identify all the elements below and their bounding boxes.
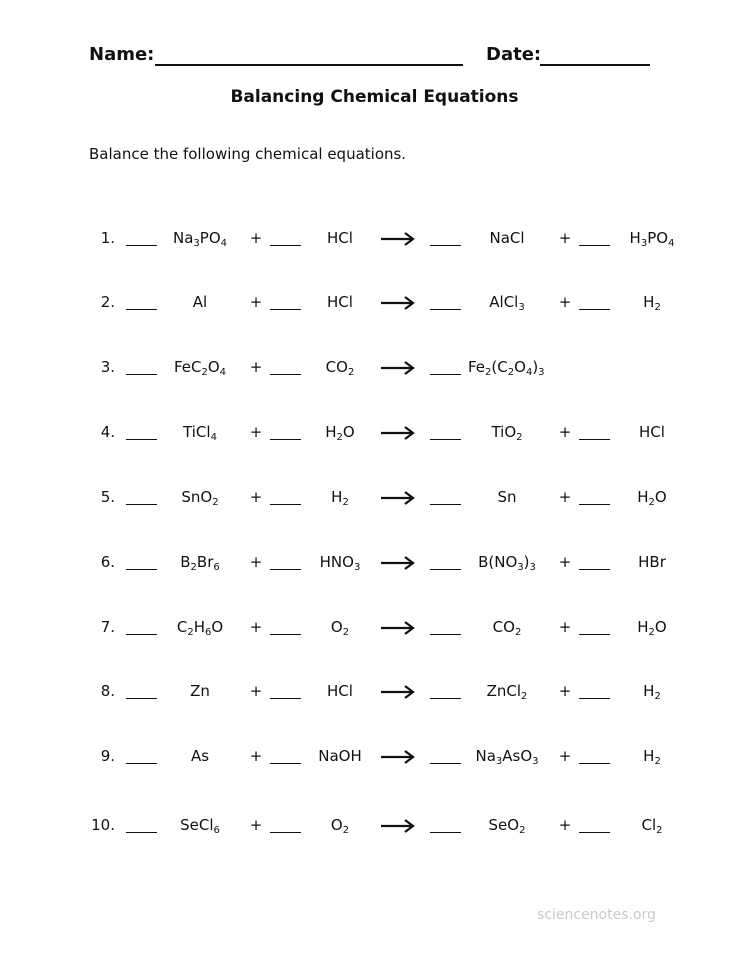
product-formula: $CO_2$ xyxy=(492,618,522,638)
date-label: Date: xyxy=(486,44,542,65)
coefficient-blank[interactable] xyxy=(579,309,610,310)
reactant-formula: $O_2$ xyxy=(330,618,350,638)
plus-sign: + xyxy=(558,682,572,700)
equation-row xyxy=(0,292,749,316)
coefficient-blank[interactable] xyxy=(270,374,301,375)
equation-row xyxy=(0,681,749,705)
product-formula: $Na_3AsO_3$ xyxy=(475,747,539,767)
reactant-formula: As xyxy=(190,747,210,765)
reactant-formula: $FeC_2O_4$ xyxy=(173,358,227,378)
name-label: Name: xyxy=(89,44,155,65)
coefficient-blank[interactable] xyxy=(270,504,301,505)
coefficient-blank[interactable] xyxy=(270,439,301,440)
coefficient-blank[interactable] xyxy=(579,698,610,699)
reactant-formula: $C_2H_6O$ xyxy=(176,618,224,638)
plus-sign: + xyxy=(558,553,572,571)
equation-number: 10. xyxy=(91,816,115,834)
right-arrow-icon xyxy=(380,819,416,833)
equation-number: 3. xyxy=(100,358,115,376)
coefficient-blank[interactable] xyxy=(579,245,610,246)
plus-sign: + xyxy=(249,747,263,765)
reactant-formula: $Na_3PO_4$ xyxy=(172,229,228,249)
coefficient-blank[interactable] xyxy=(126,698,157,699)
coefficient-blank[interactable] xyxy=(430,832,461,833)
plus-sign: + xyxy=(249,553,263,571)
plus-sign: + xyxy=(558,423,572,441)
coefficient-blank[interactable] xyxy=(579,832,610,833)
equation-row xyxy=(0,552,749,576)
product-formula: HBr xyxy=(638,553,666,571)
equation-row xyxy=(0,815,749,839)
equation-number: 6. xyxy=(100,553,115,571)
page-title: Balancing Chemical Equations xyxy=(230,87,519,107)
reactant-formula: SnO$_2$ xyxy=(181,488,219,508)
coefficient-blank[interactable] xyxy=(430,698,461,699)
plus-sign: + xyxy=(249,816,263,834)
product-formula: TiO$_2$ xyxy=(491,423,523,443)
coefficient-blank[interactable] xyxy=(430,309,461,310)
coefficient-blank[interactable] xyxy=(126,634,157,635)
right-arrow-icon xyxy=(380,296,416,310)
product-formula: $H_3PO_4$ xyxy=(629,229,675,249)
reactant-formula: $B_2Br_6$ xyxy=(180,553,220,573)
plus-sign: + xyxy=(249,423,263,441)
coefficient-blank[interactable] xyxy=(126,504,157,505)
product-formula: ZnCl$_2$ xyxy=(486,682,528,702)
coefficient-blank[interactable] xyxy=(579,504,610,505)
plus-sign: + xyxy=(558,618,572,636)
equation-row xyxy=(0,228,749,252)
product-formula: Sn xyxy=(497,488,517,506)
coefficient-blank[interactable] xyxy=(579,439,610,440)
coefficient-blank[interactable] xyxy=(430,763,461,764)
right-arrow-icon xyxy=(380,621,416,635)
reactant-formula: NaOH xyxy=(318,747,362,765)
product-formula: $H_2$ xyxy=(643,293,661,313)
reactant-formula: TiCl$_4$ xyxy=(183,423,217,443)
plus-sign: + xyxy=(249,682,263,700)
date-field-line[interactable] xyxy=(540,64,650,66)
coefficient-blank[interactable] xyxy=(430,634,461,635)
coefficient-blank[interactable] xyxy=(270,698,301,699)
equation-number: 4. xyxy=(100,423,115,441)
coefficient-blank[interactable] xyxy=(126,439,157,440)
equation-number: 8. xyxy=(100,682,115,700)
reactant-formula: HCl xyxy=(327,682,353,700)
equation-number: 5. xyxy=(100,488,115,506)
equation-number: 2. xyxy=(100,293,115,311)
product-formula: $H_2O$ xyxy=(637,488,667,508)
reactant-formula: HCl xyxy=(327,229,353,247)
equation-row xyxy=(0,617,749,641)
equation-row xyxy=(0,357,749,381)
coefficient-blank[interactable] xyxy=(270,634,301,635)
equation-number: 7. xyxy=(100,618,115,636)
coefficient-blank[interactable] xyxy=(430,439,461,440)
plus-sign: + xyxy=(558,293,572,311)
footer-watermark: sciencenotes.org xyxy=(537,907,656,923)
plus-sign: + xyxy=(249,488,263,506)
coefficient-blank[interactable] xyxy=(579,634,610,635)
coefficient-blank[interactable] xyxy=(270,569,301,570)
product-formula: $H_2$ xyxy=(643,747,661,767)
coefficient-blank[interactable] xyxy=(126,374,157,375)
plus-sign: + xyxy=(558,229,572,247)
plus-sign: + xyxy=(558,816,572,834)
product-formula: $Fe_2(C_2O_4)_3$ xyxy=(468,358,545,378)
equation-row xyxy=(0,746,749,770)
coefficient-blank[interactable] xyxy=(430,504,461,505)
coefficient-blank[interactable] xyxy=(126,569,157,570)
instructions: Balance the following chemical equations. xyxy=(89,145,407,163)
coefficient-blank[interactable] xyxy=(430,374,461,375)
coefficient-blank[interactable] xyxy=(270,245,301,246)
right-arrow-icon xyxy=(380,491,416,505)
coefficient-blank[interactable] xyxy=(579,763,610,764)
plus-sign: + xyxy=(558,488,572,506)
coefficient-blank[interactable] xyxy=(270,763,301,764)
name-field-line[interactable] xyxy=(155,64,463,66)
right-arrow-icon xyxy=(380,556,416,570)
product-formula: AlCl$_3$ xyxy=(489,293,525,313)
coefficient-blank[interactable] xyxy=(126,763,157,764)
reactant-formula: Al xyxy=(192,293,208,311)
right-arrow-icon xyxy=(380,232,416,246)
right-arrow-icon xyxy=(380,685,416,699)
reactant-formula: HCl xyxy=(327,293,353,311)
reactant-formula: $H_2O$ xyxy=(325,423,355,443)
coefficient-blank[interactable] xyxy=(430,569,461,570)
coefficient-blank[interactable] xyxy=(579,569,610,570)
right-arrow-icon xyxy=(380,361,416,375)
equation-row xyxy=(0,422,749,446)
plus-sign: + xyxy=(249,293,263,311)
product-formula: SeO$_2$ xyxy=(488,816,526,836)
product-formula: $B(NO_3)_3$ xyxy=(478,553,536,573)
reactant-formula: $H_2$ xyxy=(331,488,349,508)
right-arrow-icon xyxy=(380,750,416,764)
coefficient-blank[interactable] xyxy=(430,245,461,246)
plus-sign: + xyxy=(249,358,263,376)
reactant-formula: $CO_2$ xyxy=(325,358,355,378)
plus-sign: + xyxy=(249,618,263,636)
product-formula: HCl xyxy=(639,423,665,441)
equation-number: 9. xyxy=(100,747,115,765)
reactant-formula: $O_2$ xyxy=(330,816,350,836)
coefficient-blank[interactable] xyxy=(126,832,157,833)
right-arrow-icon xyxy=(380,426,416,440)
product-formula: NaCl xyxy=(489,229,525,247)
coefficient-blank[interactable] xyxy=(270,309,301,310)
equation-row xyxy=(0,487,749,511)
reactant-formula: SeCl$_6$ xyxy=(180,816,220,836)
product-formula: $Cl_2$ xyxy=(641,816,663,836)
coefficient-blank[interactable] xyxy=(126,309,157,310)
product-formula: $H_2$ xyxy=(643,682,661,702)
plus-sign: + xyxy=(249,229,263,247)
product-formula: $H_2O$ xyxy=(637,618,667,638)
reactant-formula: $HNO_3$ xyxy=(319,553,361,573)
equation-number: 1. xyxy=(100,229,115,247)
plus-sign: + xyxy=(558,747,572,765)
coefficient-blank[interactable] xyxy=(126,245,157,246)
coefficient-blank[interactable] xyxy=(270,832,301,833)
reactant-formula: Zn xyxy=(190,682,210,700)
